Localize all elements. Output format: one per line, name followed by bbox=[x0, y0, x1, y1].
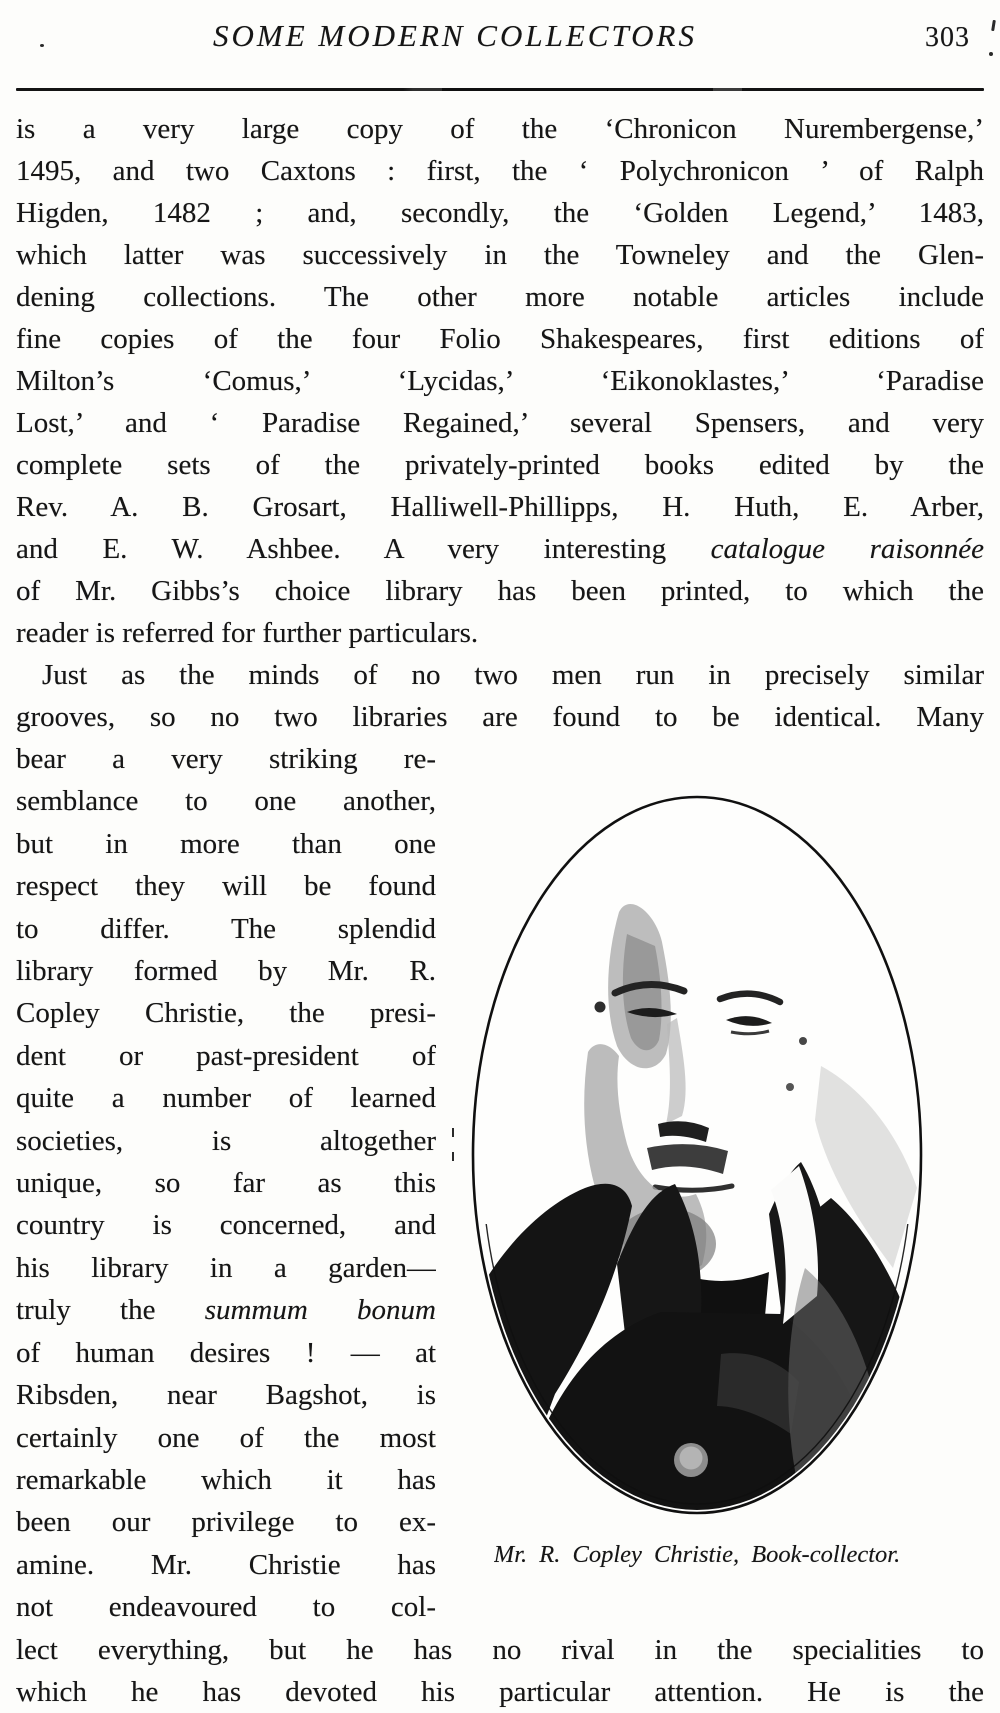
text-line bbox=[16, 192, 984, 234]
text-line bbox=[16, 696, 984, 738]
text-line bbox=[16, 654, 984, 696]
text-segment: unique, so far as this bbox=[16, 1167, 436, 1200]
text-line bbox=[16, 950, 436, 992]
text-line bbox=[16, 444, 984, 486]
text-segment: lect everything, but he has no rival in the specialities to bbox=[16, 1633, 984, 1666]
text-segment: Milton’s ‘Comus,’ ‘Lycidas,’ ‘Eikonoklastes,’ ‘Paradise bbox=[16, 365, 984, 397]
text-segment: which he has devoted his particular attention. He is the bbox=[16, 1675, 984, 1708]
text-segment: which latter was successively in the Towneley and the Glen- bbox=[16, 239, 984, 271]
scan-speck bbox=[452, 1128, 454, 1137]
text-line bbox=[16, 1289, 436, 1331]
text-segment: respect they will be found bbox=[16, 870, 436, 903]
text-segment: bear a very striking re- bbox=[16, 743, 436, 775]
text-segment: amine. Mr. Christie has bbox=[16, 1548, 436, 1581]
text-line bbox=[16, 780, 436, 822]
text-line bbox=[16, 318, 984, 360]
scan-speck bbox=[989, 52, 993, 56]
text-line bbox=[16, 1586, 436, 1628]
text-line bbox=[16, 276, 984, 318]
text-segment: is a very large copy of the ‘Chronicon Nurembergense,’ bbox=[16, 113, 984, 145]
text-line bbox=[16, 908, 436, 950]
text-segment: quite a number of learned bbox=[16, 1082, 436, 1115]
text-line bbox=[16, 1629, 984, 1671]
paragraph-1 bbox=[16, 108, 984, 654]
portrait-photo bbox=[469, 794, 925, 1516]
text-segment: but in more than one bbox=[16, 827, 436, 860]
text-line bbox=[16, 1459, 436, 1501]
text-segment: Rev. A. B. Grosart, Halliwell-Phillipps, H. Huth, E. Arber, bbox=[16, 491, 984, 523]
text-segment: certainly one of the most bbox=[16, 1421, 436, 1454]
two-column-section bbox=[16, 738, 984, 1629]
text-line bbox=[16, 1501, 436, 1543]
text-line bbox=[16, 1332, 436, 1374]
text-line bbox=[16, 402, 984, 444]
text-line bbox=[16, 234, 984, 276]
text-segment: reader is referred for further particulars. bbox=[16, 617, 479, 649]
text-segment: Lost,’ and ‘ Paradise Regained,’ several Spensers, and very bbox=[16, 407, 984, 439]
text-line bbox=[16, 360, 984, 402]
text-line bbox=[16, 1671, 984, 1713]
running-head bbox=[16, 0, 984, 72]
text-segment: fine copies of the four Folio Shakespeares, first editions of bbox=[16, 323, 984, 355]
text-segment: Ribsden, near Bagshot, is bbox=[16, 1379, 436, 1412]
text-segment: societies, is altogether bbox=[16, 1124, 436, 1157]
text-line bbox=[16, 1544, 436, 1586]
text-line bbox=[16, 738, 436, 780]
text-segment: 1495, and two Caxtons : first, the ‘ Polychronicon ’ of Ralph bbox=[16, 155, 984, 187]
text-segment: his library in a garden— bbox=[16, 1251, 436, 1284]
scan-speck bbox=[991, 20, 996, 31]
figure-column bbox=[436, 738, 984, 1570]
text-line bbox=[16, 486, 984, 528]
text-segment: been our privilege to ex- bbox=[16, 1506, 436, 1539]
text-line bbox=[16, 528, 984, 570]
left-column-text bbox=[16, 738, 436, 1629]
text-segment: and E. W. Ashbee. A very interesting bbox=[16, 533, 711, 565]
text-line bbox=[16, 570, 984, 612]
scan-speck bbox=[40, 44, 44, 47]
text-segment: Copley Christie, the presi- bbox=[16, 997, 436, 1030]
paragraph-2-intro bbox=[16, 654, 984, 738]
scan-speck bbox=[452, 1152, 454, 1161]
text-segment: of Mr. Gibbs’s choice library has been printed, to which the bbox=[16, 575, 984, 607]
text-line bbox=[16, 150, 984, 192]
figure-caption bbox=[494, 1516, 900, 1570]
italic-text: catalogue raisonnée bbox=[710, 533, 984, 565]
text-segment: grooves, so no two libraries are found to be identical. Many bbox=[16, 701, 984, 733]
text-segment: semblance to one another, bbox=[16, 785, 436, 818]
text-line bbox=[16, 108, 984, 150]
text-line bbox=[16, 1162, 436, 1204]
closing-lines bbox=[16, 1629, 984, 1713]
page-number: 303 bbox=[925, 22, 970, 53]
text-segment: to differ. The splendid bbox=[16, 912, 436, 945]
header-rule bbox=[16, 88, 984, 91]
text-segment: country is concerned, and bbox=[16, 1209, 436, 1242]
text-segment: of human desires ! — at bbox=[16, 1336, 436, 1369]
text-line bbox=[16, 1077, 436, 1119]
text-line bbox=[16, 1374, 436, 1416]
text-line bbox=[16, 1035, 436, 1077]
text-line bbox=[16, 865, 436, 907]
text-segment: complete sets of the privately-printed books edited by the bbox=[16, 449, 984, 481]
text-line bbox=[16, 823, 436, 865]
page-title: SOME MODERN COLLECTORS bbox=[213, 18, 697, 53]
text-line bbox=[16, 612, 984, 654]
text-segment: Higden, 1482 ; and, secondly, the ‘Golden Legend,’ 1483, bbox=[16, 197, 984, 229]
italic-text: Mr. R. Copley Christie, Book-collector. bbox=[493, 1541, 901, 1568]
text-segment: not endeavoured to col- bbox=[16, 1591, 436, 1624]
text-segment: remarkable which it has bbox=[16, 1463, 436, 1496]
text-segment: Just as the minds of no two men run in precisely similar bbox=[42, 659, 984, 691]
text-line bbox=[494, 1540, 900, 1570]
text-line bbox=[16, 1120, 436, 1162]
text-line bbox=[16, 992, 436, 1034]
italic-text: summum bonum bbox=[204, 1294, 436, 1327]
text-line bbox=[16, 1204, 436, 1246]
text-line bbox=[16, 1247, 436, 1289]
text-segment: truly the bbox=[16, 1294, 205, 1327]
text-line bbox=[16, 1417, 436, 1459]
text-segment: dent or past-president of bbox=[16, 1039, 436, 1072]
text-segment: dening collections. The other more notable articles include bbox=[16, 281, 984, 313]
text-segment: library formed by Mr. R. bbox=[16, 955, 436, 988]
